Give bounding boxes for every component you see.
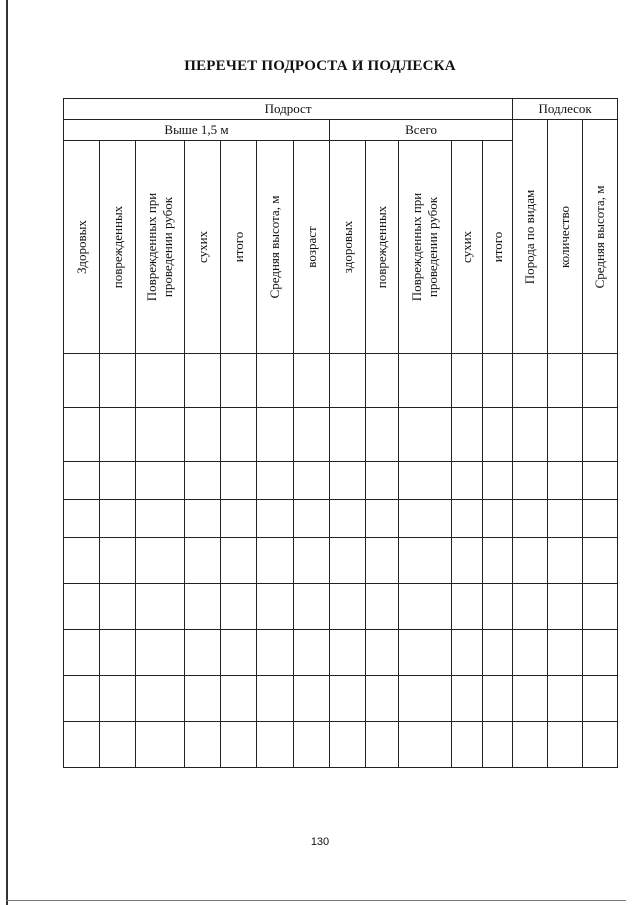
column-header-label: [144, 193, 177, 301]
page-left-edge: [6, 0, 8, 905]
table-cell[interactable]: [100, 584, 136, 630]
table-cell[interactable]: [100, 462, 136, 500]
table-row: [64, 676, 618, 722]
table-cell[interactable]: [548, 722, 583, 768]
table-cell[interactable]: [452, 500, 483, 538]
table-cell[interactable]: [548, 462, 583, 500]
table-cell[interactable]: [64, 676, 100, 722]
column-header-line: количество: [556, 205, 572, 268]
column-header-label: [374, 206, 390, 288]
table-cell[interactable]: [64, 354, 100, 408]
column-header-line: поврежденных: [109, 205, 125, 289]
table-cell[interactable]: [221, 354, 257, 408]
table-cell[interactable]: [548, 676, 583, 722]
table-cell[interactable]: [399, 630, 452, 676]
table-cell[interactable]: [399, 408, 452, 462]
table-cell[interactable]: [513, 408, 548, 462]
column-header-line: возраст: [303, 226, 319, 268]
table-cell[interactable]: [548, 408, 583, 462]
table-cell[interactable]: [64, 408, 100, 462]
table-cell[interactable]: [583, 354, 618, 408]
table-cell[interactable]: [185, 538, 221, 584]
column-header-line: Здоровых: [73, 220, 89, 274]
table-row: [64, 722, 618, 768]
table-cell[interactable]: [330, 500, 366, 538]
table-cell[interactable]: [366, 538, 399, 584]
table-cell[interactable]: [221, 676, 257, 722]
table-cell[interactable]: [483, 584, 513, 630]
table-cell[interactable]: [257, 676, 294, 722]
table-cell[interactable]: [399, 538, 452, 584]
table-cell[interactable]: [64, 630, 100, 676]
table-cell[interactable]: [185, 500, 221, 538]
column-header-8: [330, 141, 366, 354]
column-header-4: [185, 141, 221, 354]
table-cell[interactable]: [136, 630, 185, 676]
table-cell[interactable]: [583, 676, 618, 722]
column-header-line: поврежденных: [373, 205, 389, 289]
group-podrost-header: Подрост: [64, 99, 513, 120]
table-cell[interactable]: [483, 408, 513, 462]
table-cell[interactable]: [452, 722, 483, 768]
column-header-label: [489, 232, 505, 262]
table-cell[interactable]: [513, 538, 548, 584]
table-cell[interactable]: [64, 584, 100, 630]
table-cell[interactable]: [136, 500, 185, 538]
table-cell[interactable]: [257, 500, 294, 538]
table-cell[interactable]: [100, 354, 136, 408]
table-cell[interactable]: [100, 500, 136, 538]
subgroup-total-header: Всего: [330, 120, 513, 141]
table-cell[interactable]: [64, 538, 100, 584]
column-header-line: проведении рубок: [160, 196, 175, 298]
column-header-line: итого: [230, 231, 246, 263]
table-cell[interactable]: [513, 722, 548, 768]
table-cell[interactable]: [513, 500, 548, 538]
column-header-label: [339, 221, 355, 273]
table-cell[interactable]: [100, 722, 136, 768]
table-cell[interactable]: [294, 722, 330, 768]
column-header-label: [194, 231, 210, 263]
column-header-line: Поврежденных при: [408, 192, 424, 302]
table-cell[interactable]: [185, 676, 221, 722]
table-cell[interactable]: [399, 462, 452, 500]
table-cell[interactable]: [330, 630, 366, 676]
table-cell[interactable]: [513, 584, 548, 630]
column-header-13: [513, 120, 548, 353]
table-row: [64, 500, 618, 538]
table-cell[interactable]: [257, 722, 294, 768]
column-header-line: Порода по видам: [522, 189, 538, 284]
table-cell[interactable]: [513, 676, 548, 722]
table-cell[interactable]: [366, 584, 399, 630]
table-cell[interactable]: [548, 500, 583, 538]
table-cell[interactable]: [294, 462, 330, 500]
table-cell[interactable]: [294, 354, 330, 408]
column-header-12: [483, 141, 513, 354]
table-cell[interactable]: [513, 354, 548, 408]
table-cell[interactable]: [294, 408, 330, 462]
table-cell[interactable]: [221, 630, 257, 676]
table-cell[interactable]: [100, 538, 136, 584]
table-cell[interactable]: [257, 630, 294, 676]
table-row: [64, 462, 618, 500]
tally-table: [63, 98, 618, 768]
table-cell[interactable]: [185, 408, 221, 462]
table-cell[interactable]: [221, 408, 257, 462]
table-cell[interactable]: [483, 722, 513, 768]
table-cell[interactable]: [366, 630, 399, 676]
table-cell[interactable]: [330, 584, 366, 630]
column-header-7: [294, 141, 330, 354]
table-cell[interactable]: [185, 462, 221, 500]
table-cell[interactable]: [583, 500, 618, 538]
column-header-line: Средняя высота, м: [266, 195, 282, 299]
table-cell[interactable]: [136, 676, 185, 722]
table-cell[interactable]: [185, 722, 221, 768]
column-header-label: [459, 231, 475, 263]
table-cell[interactable]: [583, 408, 618, 462]
table-cell[interactable]: [548, 354, 583, 408]
table-cell[interactable]: [221, 538, 257, 584]
column-header-label: [557, 205, 573, 267]
column-header-label: [522, 189, 538, 284]
table-cell[interactable]: [548, 630, 583, 676]
column-header-3: [136, 141, 185, 354]
table-cell[interactable]: [583, 462, 618, 500]
table-cell[interactable]: [583, 630, 618, 676]
column-header-5: [221, 141, 257, 354]
table-cell[interactable]: [366, 676, 399, 722]
table-cell[interactable]: [452, 676, 483, 722]
column-header-line: сухих: [194, 230, 210, 264]
table-cell[interactable]: [294, 676, 330, 722]
group-podlesok-header: Подлесок: [513, 99, 618, 120]
column-header-11: [452, 141, 483, 354]
table-cell[interactable]: [330, 676, 366, 722]
table-row: [64, 630, 618, 676]
column-header-10: [399, 141, 452, 354]
table-cell[interactable]: [366, 354, 399, 408]
column-header-line: Средняя высота, м: [591, 185, 607, 288]
page-bottom-edge: [6, 900, 626, 901]
column-header-label: [73, 220, 89, 274]
table-row: [64, 408, 618, 462]
table-cell[interactable]: [64, 462, 100, 500]
table-cell[interactable]: [483, 630, 513, 676]
column-header-9: [366, 141, 399, 354]
table-cell[interactable]: [294, 538, 330, 584]
table-cell[interactable]: [399, 500, 452, 538]
table-cell[interactable]: [452, 408, 483, 462]
table-cell[interactable]: [583, 584, 618, 630]
podlesok-columns-block: [513, 120, 618, 354]
table-cell[interactable]: [330, 462, 366, 500]
page-number: 130: [310, 836, 330, 848]
table-cell[interactable]: [136, 584, 185, 630]
table-cell[interactable]: [136, 722, 185, 768]
table-cell[interactable]: [221, 722, 257, 768]
column-header-line: итого: [489, 231, 505, 263]
table-cell[interactable]: [221, 462, 257, 500]
table-cell[interactable]: [294, 584, 330, 630]
table-cell[interactable]: [64, 722, 100, 768]
table-cell[interactable]: [221, 500, 257, 538]
table-cell[interactable]: [257, 538, 294, 584]
table-cell[interactable]: [100, 408, 136, 462]
column-header-6: [257, 141, 294, 354]
table-cell[interactable]: [100, 630, 136, 676]
column-header-2: [100, 141, 136, 354]
column-header-label: [230, 232, 246, 262]
table-cell[interactable]: [64, 500, 100, 538]
column-header-line: здоровых: [339, 220, 355, 274]
table-cell[interactable]: [136, 462, 185, 500]
table-cell[interactable]: [483, 354, 513, 408]
table-cell[interactable]: [136, 354, 185, 408]
table-row: [64, 538, 618, 584]
column-header-14: [548, 120, 583, 353]
header-row-subgroups: [64, 120, 618, 141]
table-cell[interactable]: [548, 538, 583, 584]
table-cell[interactable]: [548, 584, 583, 630]
table-cell[interactable]: [452, 462, 483, 500]
table-cell[interactable]: [399, 584, 452, 630]
table-cell[interactable]: [257, 462, 294, 500]
table-cell[interactable]: [483, 538, 513, 584]
table-cell[interactable]: [257, 354, 294, 408]
table-cell[interactable]: [399, 354, 452, 408]
column-header-label: [109, 206, 125, 288]
table-cell[interactable]: [257, 408, 294, 462]
document-title: ПЕРЕЧЕТ ПОДРОСТА И ПОДЛЕСКА: [184, 58, 456, 74]
table-cell[interactable]: [294, 500, 330, 538]
table-row: [64, 584, 618, 630]
table-cell[interactable]: [294, 630, 330, 676]
column-header-line: сухих: [458, 230, 474, 264]
table-cell[interactable]: [257, 584, 294, 630]
column-header-1: [64, 141, 100, 354]
column-header-line: проведении рубок: [425, 196, 440, 298]
table-cell[interactable]: [366, 408, 399, 462]
table-cell[interactable]: [330, 408, 366, 462]
subgroup-above-header: Выше 1,5 м: [64, 120, 330, 141]
table-cell[interactable]: [452, 538, 483, 584]
table-cell[interactable]: [185, 584, 221, 630]
table-cell[interactable]: [366, 500, 399, 538]
table-cell[interactable]: [583, 538, 618, 584]
table-cell[interactable]: [483, 676, 513, 722]
table-cell[interactable]: [136, 408, 185, 462]
table-cell[interactable]: [452, 584, 483, 630]
table-cell[interactable]: [452, 630, 483, 676]
table-cell[interactable]: [399, 676, 452, 722]
column-header-line: Поврежденных при: [143, 192, 159, 302]
table-cell[interactable]: [366, 462, 399, 500]
table-cell[interactable]: [100, 676, 136, 722]
table-row: [64, 354, 618, 408]
column-header-label: [409, 193, 442, 301]
table-cell[interactable]: [513, 630, 548, 676]
table-cell[interactable]: [330, 354, 366, 408]
header-row-groups: [64, 99, 618, 120]
table-cell[interactable]: [136, 538, 185, 584]
table-cell[interactable]: [452, 354, 483, 408]
table-cell[interactable]: [483, 462, 513, 500]
table-cell[interactable]: [399, 722, 452, 768]
column-header-label: [592, 185, 608, 288]
table-cell[interactable]: [330, 722, 366, 768]
column-header-label: [303, 226, 319, 267]
table-cell[interactable]: [330, 538, 366, 584]
table-cell[interactable]: [185, 354, 221, 408]
table-cell[interactable]: [483, 500, 513, 538]
table-cell[interactable]: [513, 462, 548, 500]
column-header-label: [267, 196, 283, 299]
column-header-15: [582, 120, 617, 353]
table-cell[interactable]: [185, 630, 221, 676]
table-cell[interactable]: [366, 722, 399, 768]
table-cell[interactable]: [221, 584, 257, 630]
table-cell[interactable]: [583, 722, 618, 768]
